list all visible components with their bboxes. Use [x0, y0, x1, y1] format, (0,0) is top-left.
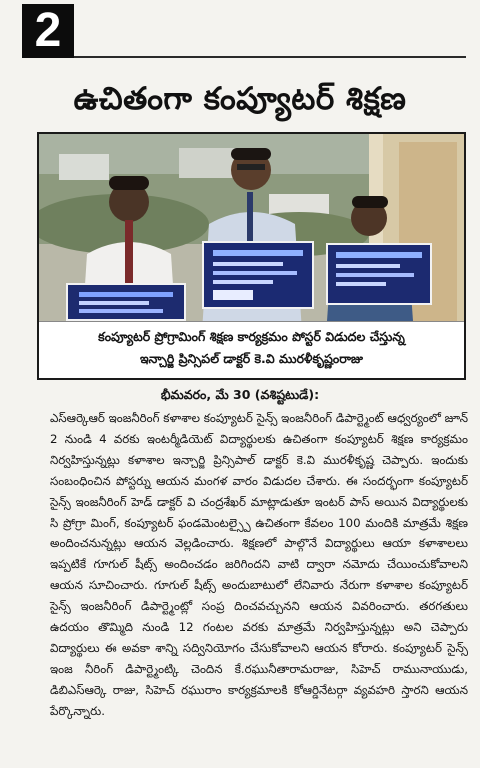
photo-caption	[39, 321, 464, 378]
dateline: భీమవరం, మే 30 (వశిష్టటుడే):	[160, 387, 320, 402]
news-photo	[37, 132, 466, 380]
page-number: 2	[34, 4, 62, 57]
poster-right	[327, 244, 431, 304]
article-body	[50, 408, 468, 722]
top-rule	[74, 56, 466, 58]
caption-line-2: ఇన్చార్జి ప్రిన్సిపల్ డాక్టర్ కె.వి మురళీకృష్ణంరాజు	[139, 351, 364, 366]
poster-center	[203, 242, 313, 308]
caption-line-1: కంప్యూటర్ ప్రోగ్రామింగ్ శిక్షణ కార్యక్రమం పోస్టర్ విడుదల చేస్తున్న	[98, 329, 405, 344]
poster-left	[67, 284, 185, 320]
page-number-box	[22, 4, 74, 58]
headline: ఉచితంగా కంప్యూటర్ శిక్షణ	[73, 81, 407, 117]
article-paragraph: ఎస్ఆర్కెఆర్ ఇంజనీరింగ్ కళాశాల కంప్యూటర్ సైన్స్ ఇంజనీరింగ్ డిపార్ట్మెంట్ ఆధ్వర్యంలో జూన్ 2 నుండి 4 వరకు ఇంటర్మీడియెట్ విద్యార్థులకు ఉచితంగా కంప్యూటర్ శిక్షణ కార్యక్రమం నిర్వహిస్తున్నట్లు కళాశాల ఇన్చార్జి ప్రిన్సిపాల్ డాక్టర్ కె.వి మురళీకృష్ణ చెప్పారు. ఇందుకు సంబంధించిన పోస్టర్ను ఆయన మంగళ వారం విడుదల చేశారు. ఈ సందర్భంగా కంప్యూటర్ సైన్స్ ఇంజనీరింగ్ హెడ్ డాక్టర్ వి చంద్రశేఖర్ మాట్లాడుతూ ఇంటర్ పాస్ అయిన విద్యార్థులకు సి ప్రోగ్రా మింగ్, కంప్యూటర్ ఫండమెంటల్స్పై ఉచితంగా కేవలం 100 మందికి మాత్రమే శిక్షణ అందించనున్నట్లు ఆయన వెల్లడించారు. శిక్షణలో పాల్గొనే విద్యార్థులు ఆయా కళాశాలలు ఇప్పటికే గూగుల్ షీట్స్ అందించడం జరిగిందని వాటి ద్వారా నమోదు చేయించుకోవాలని ఆయన సూచించారు. గూగుల్ షీట్స్ అందుబాటులో లేనివారు నేరుగా కళాశాల కంప్యూటర్ సైన్స్ ఇంజనీరింగ్ డిపార్ట్మెంట్లో సంప్ర దించవచ్చునని ఆయన వివరించారు. తరగతులు ఉదయం తొమ్మిది నుండి 12 గంటల వరకు మాత్రమే నిర్వహిస్తున్నట్లు అని చెప్పారు విద్యార్థులు ఈ అవకా శాన్ని సద్వినియోగం చేసుకోవాలని ఆయన కోరారు. కంప్యూటర్ సైన్స్ ఇంజ నీరింగ్ డిపార్ట్మెంట్కి చెందిన కే.రఘునీతారామరాజు, సిహెచ్ రామునాయుడు, డిబిఎస్ఆర్కె రాజు, సిహెచ్ రఘురాం కార్యక్రమాలకి కోఆర్డినేటర్గా వ్యవహరి స్తారని ఆయన పేర్కొన్నారు.	[50, 411, 468, 718]
